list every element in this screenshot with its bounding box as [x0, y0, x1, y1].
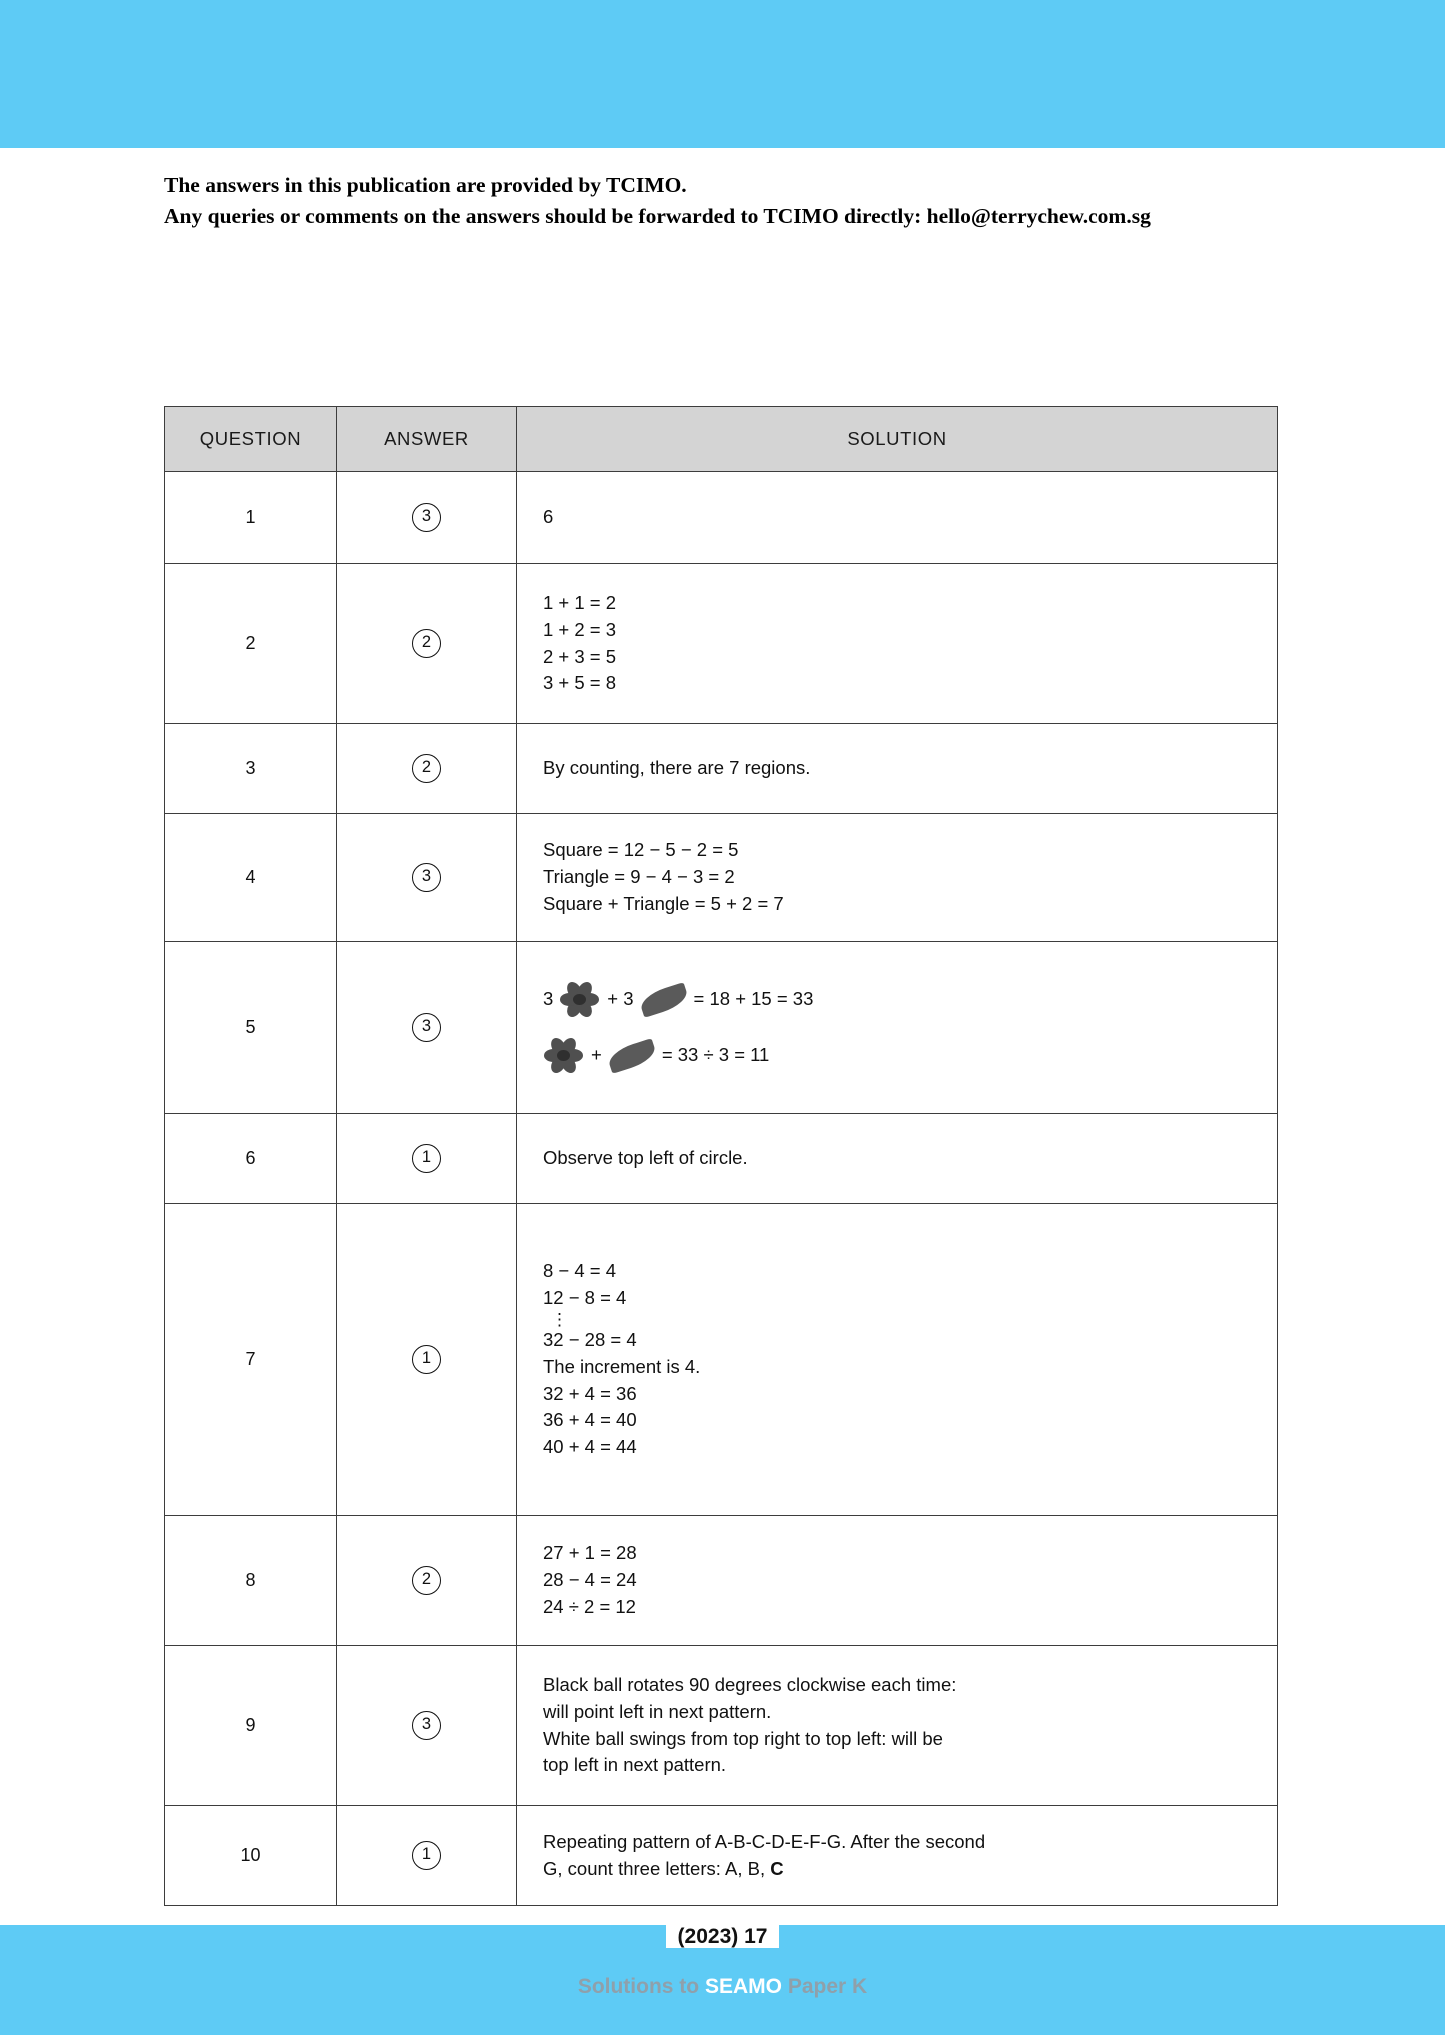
solution-line: Triangle = 9 − 4 − 3 = 2 — [543, 866, 735, 888]
solution-line: 6 — [543, 506, 554, 528]
answer-cell — [337, 1806, 517, 1906]
solution-cell — [517, 814, 1278, 942]
answer-circle: 3 — [412, 1013, 441, 1042]
table-row — [165, 724, 1278, 814]
solution-line: Black ball rotates 90 degrees clockwise each time: — [543, 1673, 957, 1695]
table-row — [165, 1516, 1278, 1646]
publication-notice — [164, 170, 1284, 231]
solution-line: top left in next pattern. — [543, 1754, 727, 1776]
solution-line: 28 − 4 = 24 — [543, 1569, 637, 1591]
answer-cell — [337, 724, 517, 814]
answer-cell — [337, 1114, 517, 1204]
question-number: 8 — [165, 1516, 337, 1646]
question-number: 2 — [165, 564, 337, 724]
question-number: 10 — [165, 1806, 337, 1906]
footer-suffix: Paper K — [781, 1975, 868, 1998]
table-row — [165, 1114, 1278, 1204]
solution-line: 2 + 3 = 5 — [543, 645, 617, 667]
answer-cell — [337, 1646, 517, 1806]
answer-cell — [337, 942, 517, 1114]
table-row — [165, 1806, 1278, 1906]
footer-brand: SEAMO — [704, 1975, 782, 1998]
answer-cell — [337, 564, 517, 724]
solution-line: 1 + 2 = 3 — [543, 618, 617, 640]
solution-line: Square + Triangle = 5 + 2 = 7 — [543, 892, 784, 914]
solution-ellipsis: ⋮ — [551, 1309, 568, 1329]
answer-cell — [337, 814, 517, 942]
answer-cell — [337, 1204, 517, 1516]
table-row — [165, 564, 1278, 724]
solution-line: 1 + 1 = 2 — [543, 591, 617, 613]
footer-caption — [0, 1975, 1445, 1999]
answers-table — [164, 406, 1278, 1906]
question-number: 3 — [165, 724, 337, 814]
answer-cell — [337, 1516, 517, 1646]
plus-sign: + — [591, 1044, 602, 1066]
solution-cell — [517, 724, 1278, 814]
equation-result: = 18 + 15 = 33 — [693, 988, 814, 1010]
solution-cell — [517, 472, 1278, 564]
solution-line: 36 + 4 = 40 — [543, 1409, 637, 1431]
page-number-label: (2023) 17 — [666, 1925, 780, 1948]
solution-line-pictorial — [543, 1039, 1277, 1073]
column-header-answer: ANSWER — [337, 407, 517, 472]
question-number: 9 — [165, 1646, 337, 1806]
answer-circle: 1 — [412, 1345, 441, 1374]
answer-cell — [337, 472, 517, 564]
solution-line: 8 − 4 = 4 — [543, 1260, 617, 1281]
question-number: 1 — [165, 472, 337, 564]
leaf-icon — [606, 1038, 658, 1074]
plus-multiplier: + 3 — [607, 988, 634, 1010]
answer-circle: 2 — [412, 629, 441, 658]
solution-line — [543, 1856, 1277, 1883]
notice-line-1: The answers in this publication are provided by TCIMO. — [164, 173, 687, 197]
solution-cell — [517, 564, 1278, 724]
top-decorative-band — [0, 0, 1445, 148]
equation-result: = 33 ÷ 3 = 11 — [661, 1044, 770, 1066]
notice-line-2: Any queries or comments on the answers should be forwarded to TCIMO directly: hello@terrychew.com.sg — [164, 203, 1151, 228]
page-number — [0, 1925, 1445, 1949]
table-row — [165, 814, 1278, 942]
question-number: 4 — [165, 814, 337, 942]
solution-cell — [517, 942, 1278, 1114]
answer-circle: 3 — [412, 863, 441, 892]
solution-line-bold: C — [770, 1857, 784, 1879]
answer-circle: 3 — [412, 503, 441, 532]
solution-cell — [517, 1516, 1278, 1646]
answer-circle: 2 — [412, 1566, 441, 1595]
answer-circle: 1 — [412, 1841, 441, 1870]
answer-circle: 3 — [412, 1711, 441, 1740]
question-number: 6 — [165, 1114, 337, 1204]
column-header-question: QUESTION — [165, 407, 337, 472]
solution-cell — [517, 1646, 1278, 1806]
solution-line: The increment is 4. — [543, 1355, 701, 1377]
page-content — [0, 148, 1445, 1925]
question-number: 5 — [165, 942, 337, 1114]
solution-line: Repeating pattern of A-B-C-D-E-F-G. After the second — [543, 1830, 986, 1852]
solution-line: 32 + 4 = 36 — [543, 1382, 637, 1404]
solution-line: 27 + 1 = 28 — [543, 1542, 637, 1564]
solution-line: By counting, there are 7 regions. — [543, 757, 811, 779]
solution-line: Observe top left of circle. — [543, 1147, 748, 1169]
multiplier-first: 3 — [543, 988, 554, 1010]
leaf-icon — [637, 982, 689, 1018]
table-header-row — [165, 407, 1278, 472]
flower-icon — [543, 1039, 585, 1073]
solution-line: 12 − 8 = 4 — [543, 1286, 627, 1308]
solution-cell — [517, 1204, 1278, 1516]
solution-line: 3 + 5 = 8 — [543, 672, 617, 694]
solution-line: White ball swings from top right to top left: will be — [543, 1727, 943, 1749]
solution-line-pictorial — [543, 983, 1277, 1017]
footer-prefix: Solutions to — [577, 1975, 705, 1998]
answer-circle: 2 — [412, 754, 441, 783]
solution-line: 40 + 4 = 44 — [543, 1436, 637, 1458]
solution-cell — [517, 1806, 1278, 1906]
question-number: 7 — [165, 1204, 337, 1516]
solution-line: 24 ÷ 2 = 12 — [543, 1595, 636, 1617]
solution-cell — [517, 1114, 1278, 1204]
table-row — [165, 1646, 1278, 1806]
table-row — [165, 1204, 1278, 1516]
table-row — [165, 472, 1278, 564]
solution-line-plain: G, count three letters: A, B, — [543, 1857, 771, 1879]
flower-icon — [559, 983, 601, 1017]
answer-circle: 1 — [412, 1144, 441, 1173]
table-row — [165, 942, 1278, 1114]
solution-line: will point left in next pattern. — [543, 1700, 772, 1722]
solution-line: Square = 12 − 5 − 2 = 5 — [543, 839, 739, 861]
column-header-solution: SOLUTION — [517, 407, 1278, 472]
solution-line: 32 − 28 = 4 — [543, 1328, 637, 1350]
